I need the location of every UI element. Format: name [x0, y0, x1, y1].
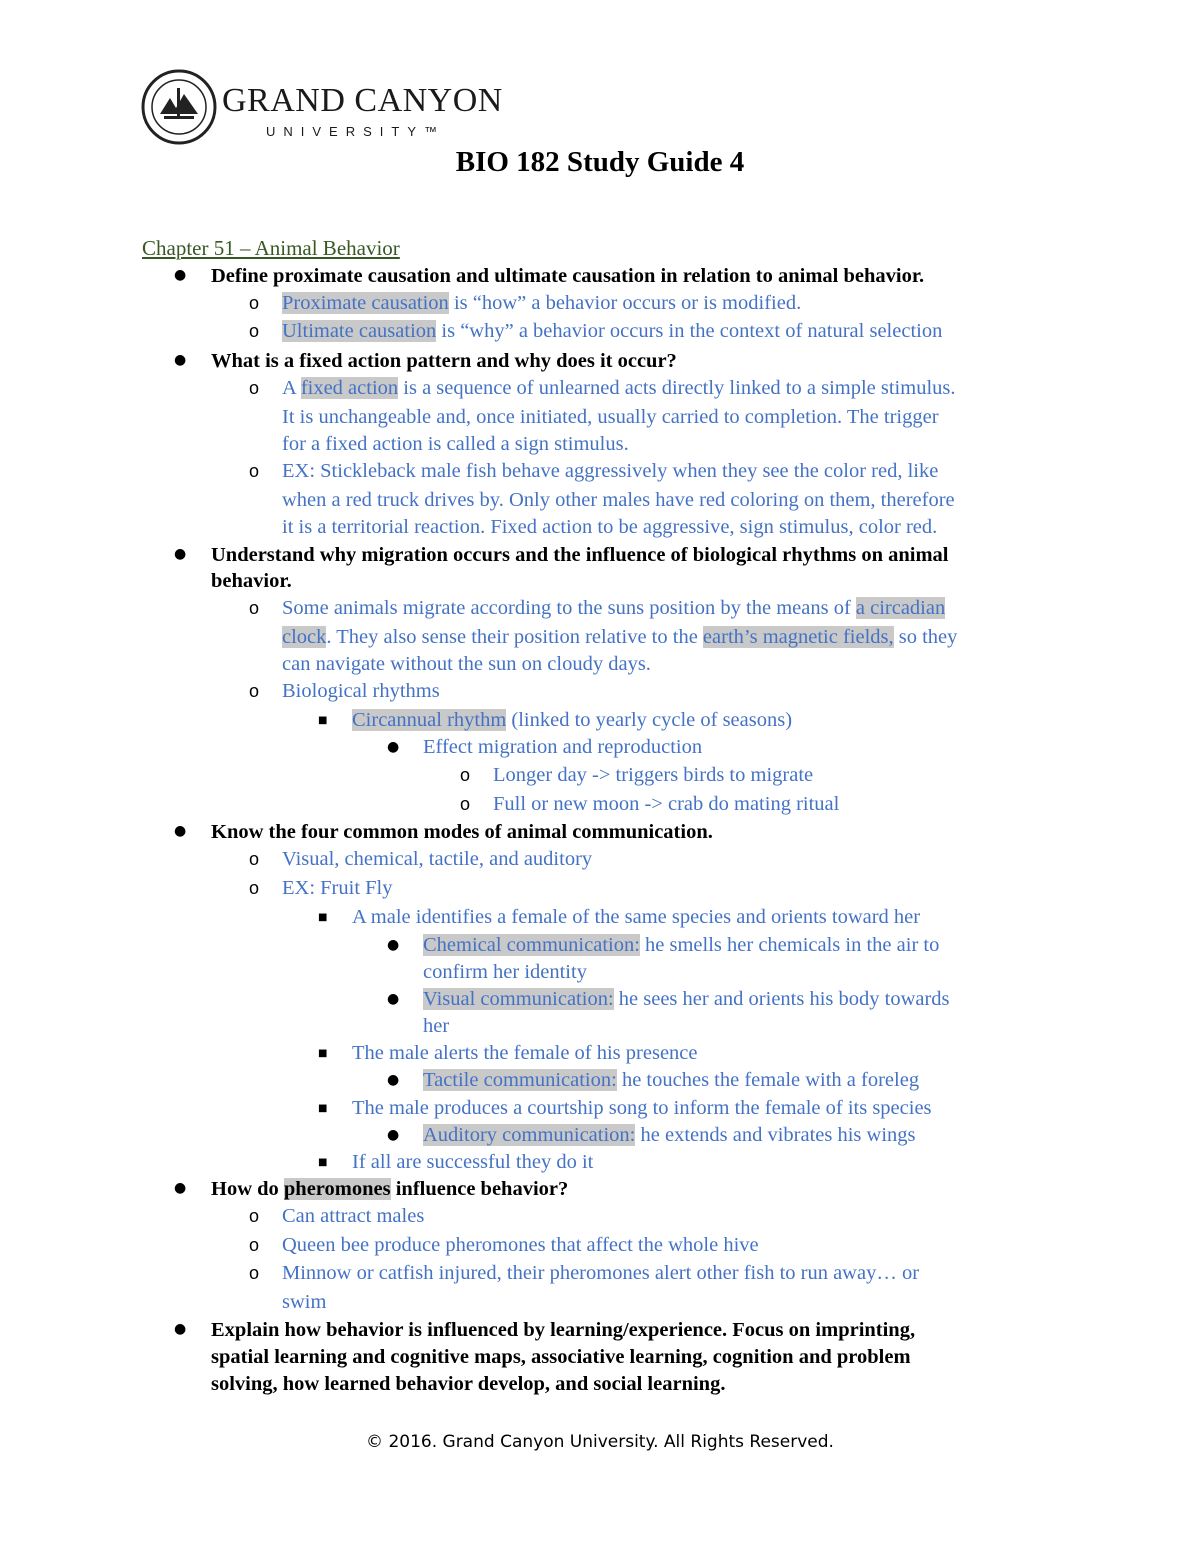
answer-4b-3: Visual communication: he sees her and orients his body towards — [423, 988, 950, 1010]
answer-3b-3: Longer day -> triggers birds to migrate — [493, 764, 814, 786]
page-title: BIO 182 Study Guide 4 — [455, 146, 745, 178]
answer-4b-2: Chemical communication: he smells her chemicals in the air to — [423, 934, 940, 956]
bullet-icon: o — [460, 765, 471, 785]
question-3: Understand why migration occurs and the influence of biological rhythms on animal — [211, 544, 949, 566]
question-4: Know the four common modes of animal communication. — [211, 821, 713, 843]
bullet-icon: ■ — [318, 715, 328, 726]
answer-2b: EX: Stickleback male fish behave aggressively when they see the color red, like — [282, 460, 939, 482]
bullet-icon: o — [249, 1235, 260, 1255]
answer-3b-4: Full or new moon -> crab do mating ritual — [493, 793, 840, 815]
bullet-icon: ● — [387, 937, 400, 953]
question-6-line3: solving, how learned behavior develop, and social learning. — [211, 1373, 726, 1395]
bullet-icon: o — [249, 321, 260, 341]
bullet-icon: o — [249, 378, 260, 398]
answer-4b-1: A male identifies a female of the same species and orients toward her — [352, 906, 921, 928]
bullet-icon: ● — [387, 739, 400, 755]
answer-4b-8: If all are successful they do it — [352, 1151, 594, 1173]
answer-3a: Some animals migrate according to the suns position by the means of a circadian — [282, 597, 946, 619]
answer-4a: Visual, chemical, tactile, and auditory — [282, 848, 593, 870]
answer-4b-2-line2: confirm her identity — [423, 961, 587, 983]
bullet-icon: ● — [174, 546, 187, 562]
answer-5a: Can attract males — [282, 1205, 425, 1227]
bullet-icon: ● — [174, 1180, 187, 1196]
answer-4b-3-line2: her — [423, 1015, 450, 1037]
question-6: Explain how behavior is influenced by learning/experience. Focus on imprinting, — [211, 1319, 916, 1341]
answer-5c: Minnow or catfish injured, their pheromones alert other fish to run away… or — [282, 1262, 920, 1284]
question-1: Define proximate causation and ultimate causation in relation to animal behavior. — [211, 265, 925, 287]
bullet-icon: ● — [174, 267, 187, 283]
copyright-footer: © 2016. Grand Canyon University. All Rights Reserved. — [366, 1432, 834, 1452]
question-6-line2: spatial learning and cognitive maps, associative learning, cognition and problem — [211, 1346, 911, 1368]
bullet-icon: ● — [174, 1321, 187, 1337]
bullet-icon: ● — [387, 1127, 400, 1143]
bullet-icon: o — [249, 681, 260, 701]
bullet-icon: ■ — [318, 1157, 328, 1168]
bullet-icon: o — [249, 598, 260, 618]
answer-2b-line3: it is a territorial reaction. Fixed action to be aggressive, sign stimulus, color red. — [282, 516, 938, 538]
answer-1a: Proximate causation is “how” a behavior occurs or is modified. — [282, 292, 802, 314]
bullet-icon: ■ — [318, 1048, 328, 1059]
question-5: How do pheromones influence behavior? — [211, 1178, 569, 1200]
chapter-heading: Chapter 51 – Animal Behavior — [142, 236, 400, 260]
question-2: What is a fixed action pattern and why does it occur? — [211, 350, 677, 372]
answer-4b-5: Tactile communication: he touches the female with a foreleg — [423, 1069, 920, 1091]
logo-subtitle: UNIVERSITY™ — [266, 124, 446, 139]
bullet-icon: ● — [387, 1072, 400, 1088]
bullet-icon: ■ — [318, 1103, 328, 1114]
answer-3a-line3: can navigate without the sun on cloudy days. — [282, 653, 651, 675]
bullet-icon: o — [460, 794, 471, 814]
answer-3b-1: Circannual rhythm (linked to yearly cycle of seasons) — [352, 709, 793, 731]
bullet-icon: ■ — [318, 912, 328, 923]
question-3-line2: behavior. — [211, 570, 292, 592]
answer-3a-line2: clock. They also sense their position relative to the earth’s magnetic fields, so they — [282, 626, 958, 648]
answer-3b: Biological rhythms — [282, 680, 440, 702]
bullet-icon: ● — [174, 823, 187, 839]
answer-5c-line2: swim — [282, 1291, 327, 1313]
bullet-icon: ● — [387, 991, 400, 1007]
bullet-icon: ● — [174, 352, 187, 368]
answer-2a: A fixed action is a sequence of unlearned acts directly linked to a simple stimulus. — [282, 377, 956, 399]
answer-2a-line3: for a fixed action is called a sign stimulus. — [282, 433, 629, 455]
answer-3b-2: Effect migration and reproduction — [423, 736, 703, 758]
answer-1b: Ultimate causation is “why” a behavior occurs in the context of natural selection — [282, 320, 943, 342]
answer-2b-line2: when a red truck drives by. Only other males have red coloring on them, therefore — [282, 489, 955, 511]
bullet-icon: o — [249, 1263, 260, 1283]
bullet-icon: o — [249, 849, 260, 869]
answer-4b-6: The male produces a courtship song to inform the female of its species — [352, 1097, 932, 1119]
answer-4b-7: Auditory communication: he extends and vibrates his wings — [423, 1124, 916, 1146]
answer-2a-line2: It is unchangeable and, once initiated, usually carried to completion. The trigger — [282, 406, 939, 428]
university-seal-icon — [140, 68, 218, 146]
bullet-icon: o — [249, 293, 260, 313]
logo-wordmark: GRAND CANYON — [222, 82, 503, 119]
bullet-icon: o — [249, 878, 260, 898]
bullet-icon: o — [249, 461, 260, 481]
answer-4b-4: The male alerts the female of his presence — [352, 1042, 698, 1064]
bullet-icon: o — [249, 1206, 260, 1226]
university-logo — [140, 68, 503, 146]
answer-5b: Queen bee produce pheromones that affect the whole hive — [282, 1234, 759, 1256]
answer-4b: EX: Fruit Fly — [282, 877, 393, 899]
